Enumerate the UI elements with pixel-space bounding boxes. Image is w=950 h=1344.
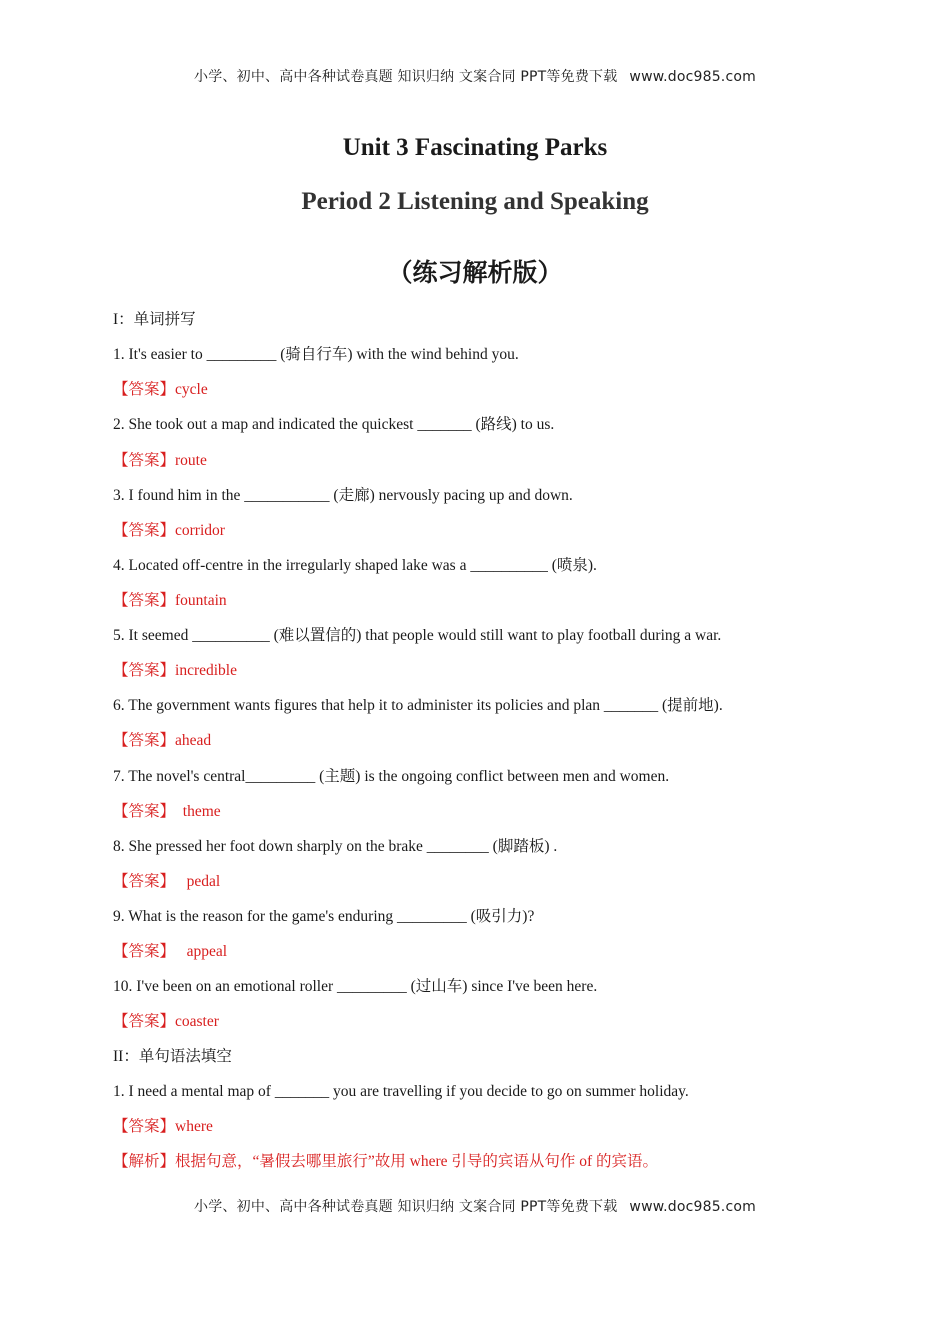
question-2: 2. She took out a map and indicated the quickest _______ (路线) to us. <box>113 416 555 433</box>
answer-text: appeal <box>175 943 228 960</box>
answer-text: incredible <box>175 662 237 679</box>
answer-tag: 【答案】 <box>113 873 176 890</box>
answer-text: ahead <box>175 732 212 749</box>
answer-text: pedal <box>175 873 221 890</box>
question-1: 1. It's easier to _________ (骑自行车) with the wind behind you. <box>113 346 519 363</box>
answer-1 <box>113 380 208 400</box>
answer-4 <box>113 591 227 611</box>
section1-heading: I：单词拼写 <box>113 311 196 328</box>
explanation-text: 根据句意，“暑假去哪里旅行”故用 where 引导的宾语从句作 of 的宾语。 <box>175 1153 659 1170</box>
answer-tag: 【答案】 <box>113 732 176 749</box>
answer-text: route <box>175 452 207 469</box>
unit-title: Unit 3 Fascinating Parks <box>342 134 608 161</box>
grammar-answer-1 <box>113 1117 213 1137</box>
version-title: （练习解析版） <box>387 258 563 287</box>
question-3: 3. I found him in the ___________ (走廊) nervously pacing up and down. <box>113 487 573 504</box>
answer-8 <box>113 872 220 892</box>
page-header <box>0 66 950 86</box>
answer-10 <box>113 1012 219 1032</box>
grammar-question-1: 1. I need a mental map of _______ you are travelling if you decide to go on summer holiday. <box>113 1083 689 1100</box>
answer-tag: 【答案】 <box>113 803 176 820</box>
answer-tag: 【答案】 <box>113 452 176 469</box>
answer-tag: 【答案】 <box>113 1118 176 1135</box>
answer-text: fountain <box>175 592 227 609</box>
footer-text: 小学、初中、高中各种试卷真题 知识归纳 文案合同 PPT等免费下载 <box>194 1199 618 1215</box>
grammar-explanation-1 <box>113 1152 658 1172</box>
answer-text: corridor <box>175 522 225 539</box>
answer-tag: 【答案】 <box>113 662 176 679</box>
answer-9 <box>113 942 227 962</box>
question-7: 7. The novel's central_________ (主题) is the ongoing conflict between men and women. <box>113 768 670 785</box>
answer-3 <box>113 521 225 541</box>
question-8: 8. She pressed her foot down sharply on the brake ________ (脚踏板) . <box>113 838 558 855</box>
question-5: 5. It seemed __________ (难以置信的) that people would still want to play football during a war. <box>113 627 722 644</box>
section2-heading: II：单句语法填空 <box>113 1048 232 1065</box>
question-4: 4. Located off-centre in the irregularly shaped lake was a __________ (喷泉). <box>113 557 597 574</box>
answer-text: theme <box>175 803 221 820</box>
answer-text: where <box>175 1118 213 1135</box>
answer-tag: 【答案】 <box>113 1013 176 1030</box>
question-9: 9. What is the reason for the game's enduring _________ (吸引力)? <box>113 908 535 925</box>
question-6: 6. The government wants figures that help it to administer its policies and plan _______ (提前地). <box>113 697 723 714</box>
answer-tag: 【答案】 <box>113 943 176 960</box>
header-text: 小学、初中、高中各种试卷真题 知识归纳 文案合同 PPT等免费下载 <box>194 69 618 85</box>
answer-text: cycle <box>175 381 208 398</box>
answer-text: coaster <box>175 1013 219 1030</box>
answer-tag: 【答案】 <box>113 522 176 539</box>
answer-7 <box>113 802 221 822</box>
answer-tag: 【答案】 <box>113 592 176 609</box>
footer-site[interactable]: www.doc985.com <box>629 1199 756 1215</box>
page-footer <box>0 1196 950 1216</box>
answer-6 <box>113 731 211 751</box>
answer-2 <box>113 451 207 471</box>
explanation-tag: 【解析】 <box>113 1153 176 1170</box>
answer-tag: 【答案】 <box>113 381 176 398</box>
period-title: Period 2 Listening and Speaking <box>301 188 649 215</box>
header-site[interactable]: www.doc985.com <box>629 69 756 85</box>
question-10: 10. I've been on an emotional roller _________ (过山车) since I've been here. <box>113 978 598 995</box>
answer-5 <box>113 661 237 681</box>
